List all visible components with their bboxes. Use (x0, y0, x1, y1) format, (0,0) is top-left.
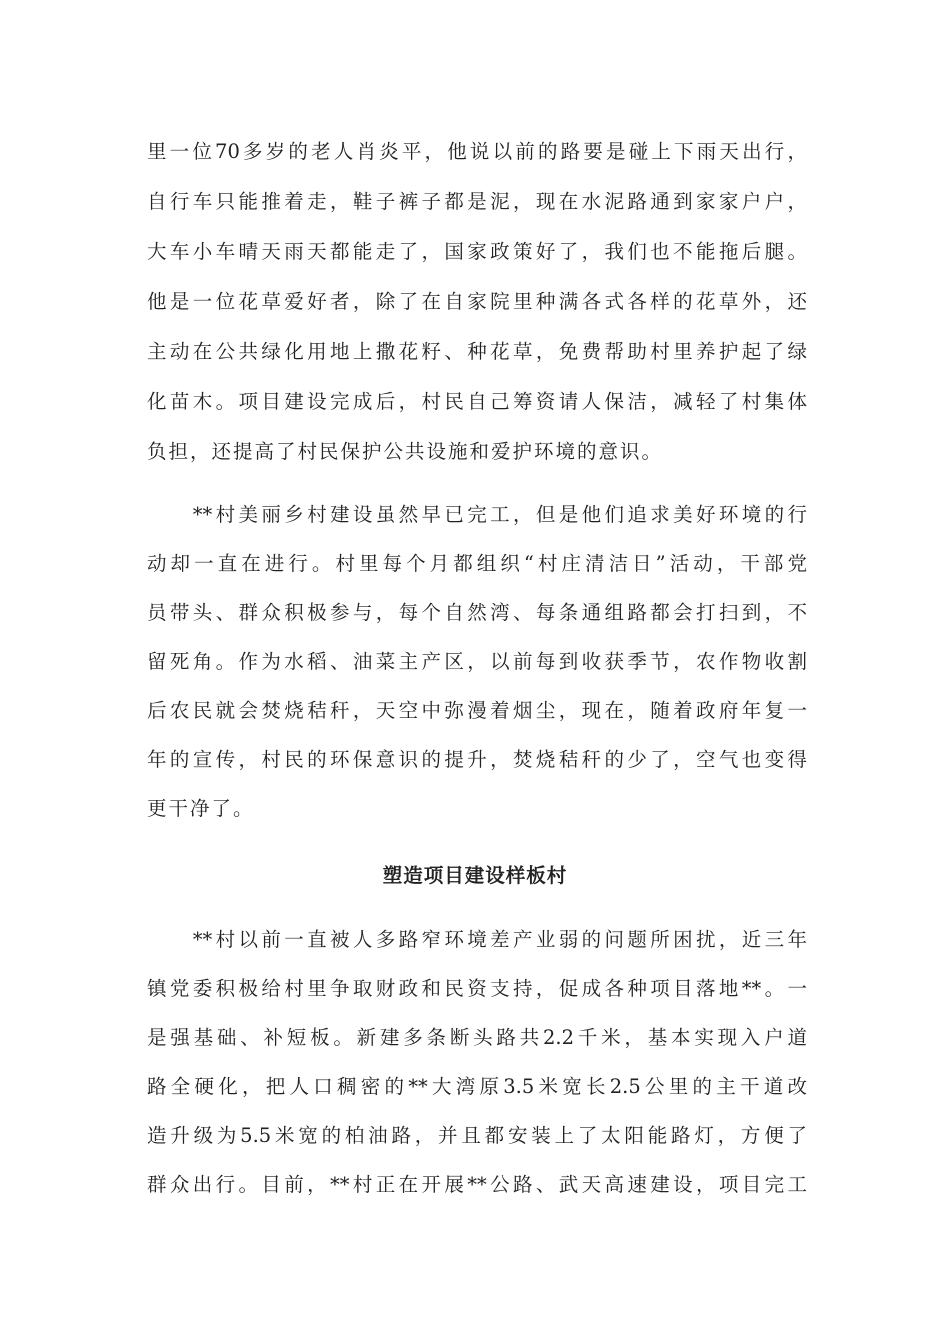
paragraph-3-line: 镇党委积极给村里争取财政和民资支持，促成各种项目落地**。一 (147, 977, 807, 1000)
paragraph-2-line: **村美丽乡村建设虽然早已完工，但是他们追求美好环境的行 (147, 503, 807, 526)
paragraph-2-line: 留死角。作为水稻、油菜主产区，以前每到收获季节，农作物收割 (147, 650, 807, 673)
paragraph-2-line: 后农民就会焚烧秸秆，天空中弥漫着烟尘，现在，随着政府年复一 (147, 699, 807, 722)
paragraph-1-line: 他是一位花草爱好者，除了在自家院里种满各式各样的花草外，还 (147, 290, 807, 313)
paragraph-1-line: 大车小车晴天雨天都能走了，国家政策好了，我们也不能拖后腿。 (147, 240, 807, 263)
paragraph-3-line: 路全硬化，把人口稠密的**大湾原3.5米宽长2.5公里的主干道改 (147, 1075, 807, 1098)
section-heading: 塑造项目建设样板村 (382, 864, 568, 887)
paragraph-3-line: 是强基础、补短板。新建多条断头路共2.2千米，基本实现入户道 (147, 1026, 807, 1049)
paragraph-2-line: 年的宣传，村民的环保意识的提升，焚烧秸秆的少了，空气也变得 (147, 748, 807, 771)
paragraph-1-line: 负担，还提高了村民保护公共设施和爱护环境的意识。 (147, 440, 664, 463)
paragraph-3-line: 群众出行。目前，**村正在开展**公路、武天高速建设，项目完工 (147, 1173, 807, 1196)
paragraph-1-line: 化苗木。项目建设完成后，村民自己筹资请人保洁，减轻了村集体 (147, 390, 807, 413)
paragraph-2-line: 员带头、群众积极参与，每个自然湾、每条通组路都会打扫到，不 (147, 601, 807, 624)
paragraph-1-line: 主动在公共绿化用地上撒花籽、种花草，免费帮助村里养护起了绿 (147, 340, 807, 363)
paragraph-1-line: 自行车只能推着走，鞋子裤子都是泥，现在水泥路通到家家户户， (147, 190, 807, 213)
paragraph-1-line: 里一位70多岁的老人肖炎平，他说以前的路要是碰上下雨天出行， (147, 140, 807, 163)
paragraph-2-line: 更干净了。 (147, 797, 255, 820)
paragraph-2-line: 动却一直在进行。村里每个月都组织“村庄清洁日”活动，干部党 (147, 552, 807, 575)
paragraph-3-line: **村以前一直被人多路窄环境差产业弱的问题所困扰，近三年 (147, 928, 807, 951)
paragraph-3-line: 造升级为5.5米宽的柏油路，并且都安装上了太阳能路灯，方便了 (147, 1124, 807, 1147)
